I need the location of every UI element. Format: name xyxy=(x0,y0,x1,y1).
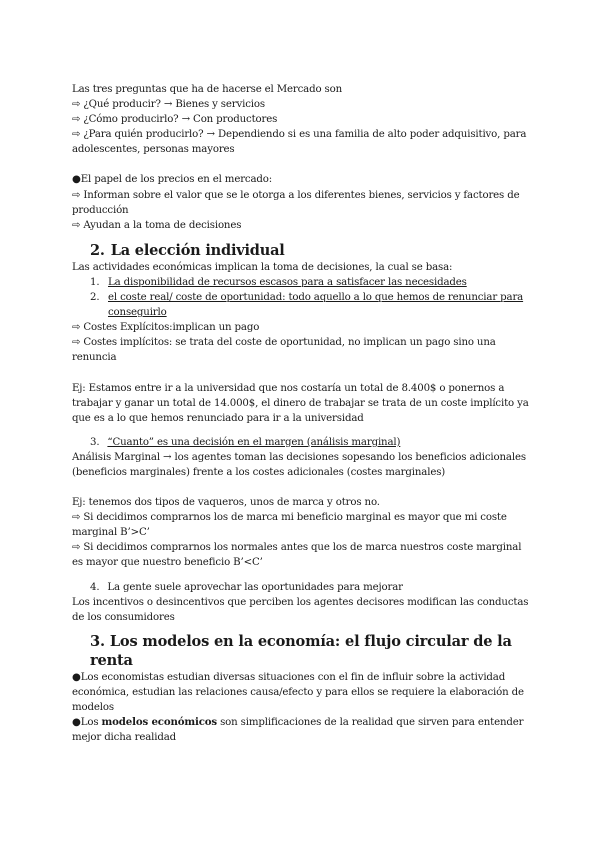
arrow-icon: ⇨ xyxy=(72,189,81,201)
document-page xyxy=(72,82,534,745)
bullet-paragraph: ●Los economistas estudian diversas situaciones con el fin de influir sobre la actividad económica, estudian las relaciones causa/efecto y para ellos se requiere la elaboración de modelos xyxy=(72,671,524,713)
incentives-paragraph: Los incentivos o desincentivos que perciben los agentes decisores modifican las conductas de los consumidores xyxy=(72,596,529,623)
section-3-heading: 3. Los modelos en la economía: el flujo circular de la renta xyxy=(90,632,512,669)
arrow-icon: ⇨ xyxy=(72,322,81,334)
list-item: ⇨ Si decidimos comprarnos los de marca mi beneficio marginal es mayor que mi coste marginal B’>C’ xyxy=(72,512,507,539)
list-item: ⇨ Costes Explícitos:implican un pago xyxy=(72,322,260,334)
list-item: ⇨ ¿Para quién producirlo? → Dependiendo si es una familia de alto poder adquisitivo, para adolescentes, personas mayores xyxy=(72,129,527,156)
list-item: ⇨ Costes implícitos: se trata del coste de oportunidad, no implican un pago sino una renuncia xyxy=(72,337,496,364)
arrow-icon: ⇨ xyxy=(72,219,81,231)
bold-term: modelos económicos xyxy=(101,716,218,729)
arrow-icon: ⇨ xyxy=(72,99,81,111)
list-item: ⇨ ¿Qué producir? → Bienes y servicios xyxy=(72,99,265,111)
arrow-icon: ⇨ xyxy=(72,129,81,141)
list-item: ⇨ Ayudan a la toma de decisiones xyxy=(72,219,242,231)
list-item: 2. el coste real/ coste de oportunidad: todo aquello a lo que hemos de renunciar para conseguirlo xyxy=(90,292,524,319)
subsection-3-heading: 3. “Cuanto” es una decisión en el margen (análisis marginal) xyxy=(90,436,401,448)
example-paragraph: Ej: Estamos entre ir a la universidad que nos costaría un total de 8.400$ o ponernos a trabajar y ganar un total de 14.000$, el dinero de trabajar se trata de un coste implícito ya que es a lo que hemos renunciado para ir a la universidad xyxy=(72,382,529,424)
marginal-analysis-paragraph: Análisis Marginal → los agentes toman las decisiones sopesando los beneficios adicionales (beneficios marginales) frente a los costes adicionales (costes marginales) xyxy=(72,451,526,478)
section-2-intro: Las actividades económicas implican la toma de decisiones, la cual se basa: xyxy=(72,261,453,273)
section-2-heading: 2. La elección individual xyxy=(90,241,285,259)
list-item: 1. La disponibilidad de recursos escasos para a satisfacer las necesidades xyxy=(90,276,467,288)
list-item: ⇨ Informan sobre el valor que se le otorga a los diferentes bienes, servicios y factores de producción xyxy=(72,189,520,216)
bullet-icon: ● xyxy=(72,671,81,683)
arrow-icon: ⇨ xyxy=(72,512,81,524)
intro-line: Las tres preguntas que ha de hacerse el Mercado son xyxy=(72,84,343,95)
example-line: Ej: tenemos dos tipos de vaqueros, unos de marca y otros no. xyxy=(72,497,380,509)
bullet-paragraph: ●Los modelos económicos son simplificaciones de la realidad que sirven para entender mejor dicha realidad xyxy=(72,716,524,744)
list-item: ⇨ ¿Cómo producirlo? → Con productores xyxy=(72,114,278,126)
list-item: ⇨ Si decidimos comprarnos los normales antes que los de marca nuestros coste marginal es mayor que nuestro beneficio B’<C’ xyxy=(72,542,522,569)
precios-title: ●El papel de los precios en el mercado: xyxy=(72,174,273,186)
bullet-icon: ● xyxy=(72,174,81,186)
arrow-icon: ⇨ xyxy=(72,542,81,554)
bullet-icon: ● xyxy=(72,717,81,729)
subsection-4-heading: 4. La gente suele aprovechar las oportunidades para mejorar xyxy=(90,581,403,593)
arrow-icon: ⇨ xyxy=(72,337,81,349)
arrow-icon: ⇨ xyxy=(72,114,81,126)
decision-basis-list xyxy=(72,275,534,320)
